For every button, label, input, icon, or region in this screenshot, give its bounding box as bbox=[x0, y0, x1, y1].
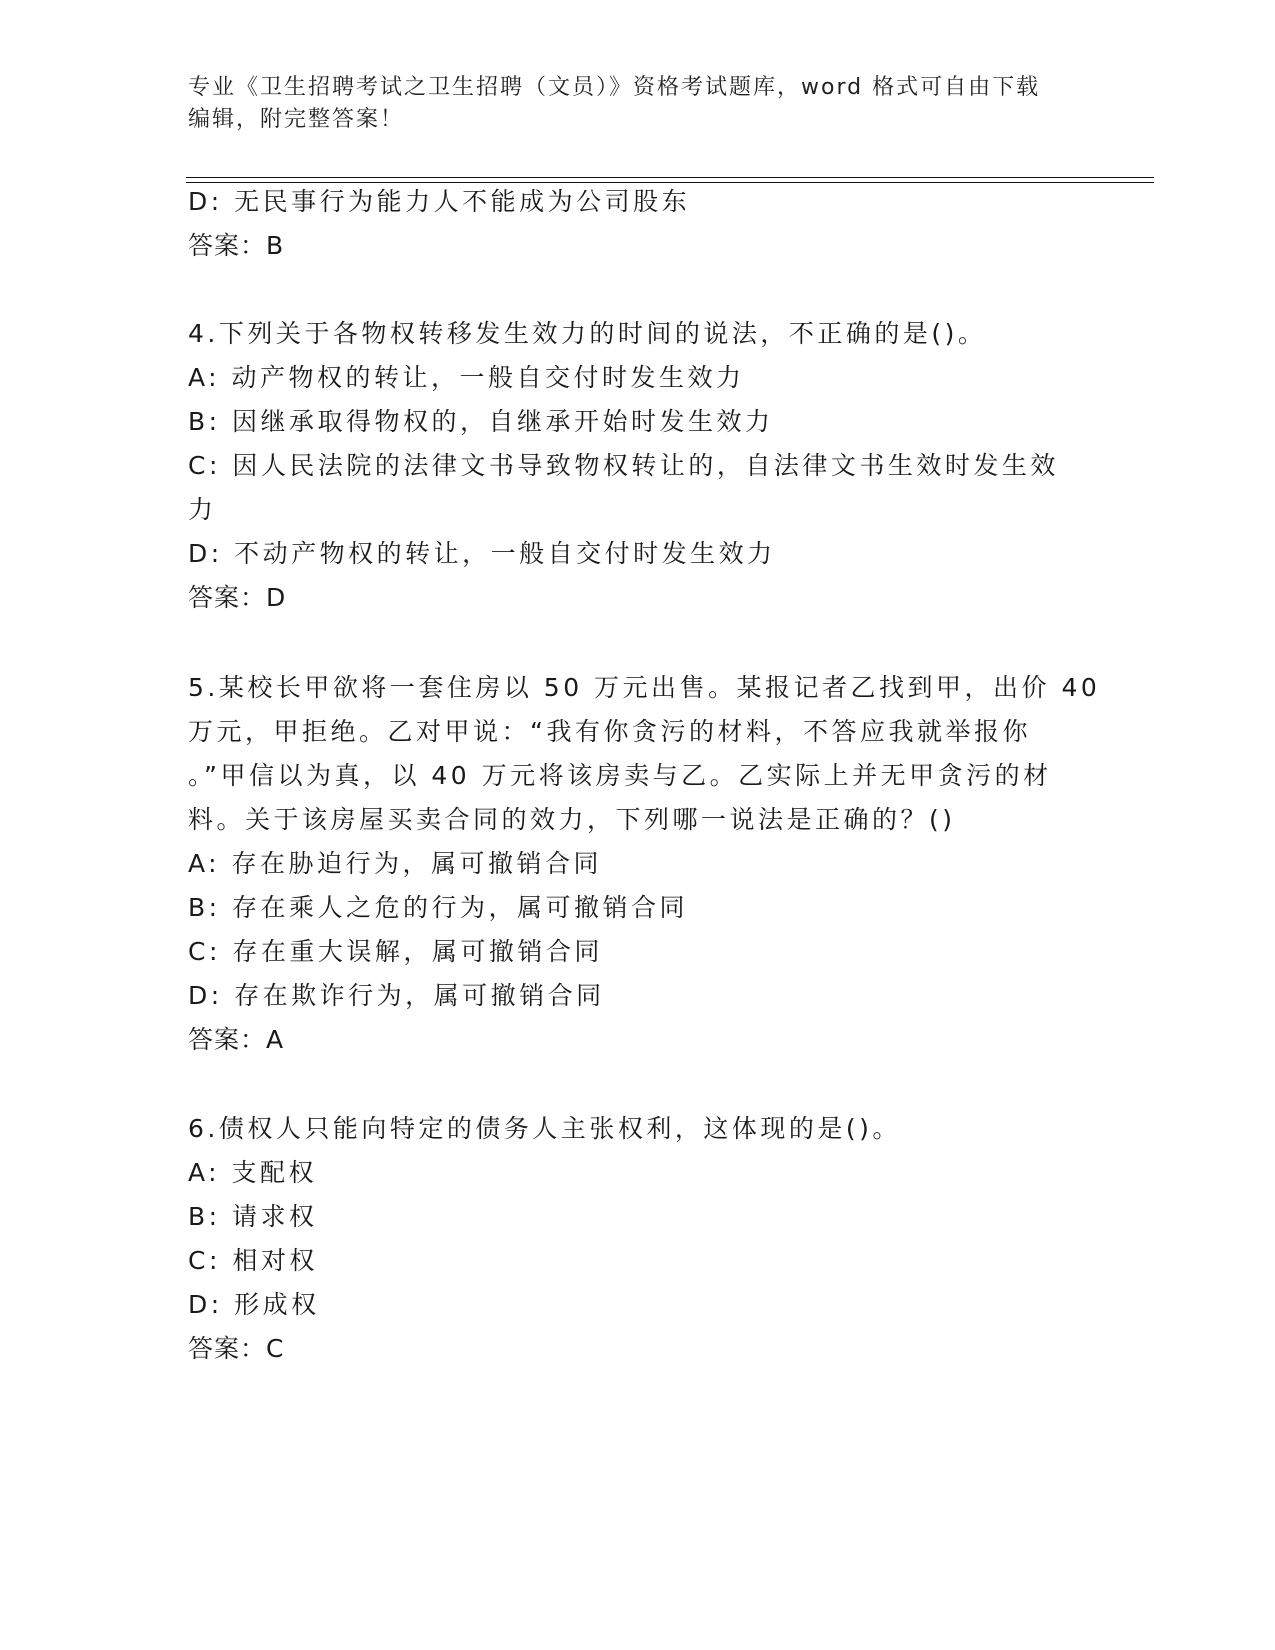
q6-answer: 答案：C bbox=[188, 1334, 285, 1363]
q5-stem-line-1: 5.某校长甲欲将一套住房以 50 万元出售。某报记者乙找到甲，出价 40 bbox=[188, 673, 1101, 702]
q5-option-b: B: 存在乘人之危的行为，属可撤销合同 bbox=[188, 893, 689, 922]
q6-option-c: C: 相对权 bbox=[188, 1246, 318, 1275]
q4-option-c-continued: 力 bbox=[188, 495, 217, 524]
q4-stem: 4.下列关于各物权转移发生效力的时间的说法，不正确的是()。 bbox=[188, 319, 987, 348]
document-header bbox=[188, 72, 1088, 136]
q5-stem-line-2: 万元，甲拒绝。乙对甲说：“我有你贪污的材料，不答应我就举报你 bbox=[188, 717, 1031, 746]
q5-stem-line-4: 料。关于该房屋买卖合同的效力，下列哪一说法是正确的？() bbox=[188, 805, 956, 834]
q3-option-d: D: 无民事行为能力人不能成为公司股东 bbox=[188, 187, 691, 216]
header-line-1: 专业《卫生招聘考试之卫生招聘（文员）》资格考试题库，word 格式可自由下载 bbox=[188, 75, 1041, 100]
q5-stem-line-3: 。”甲信以为真，以 40 万元将该房卖与乙。乙实际上并无甲贪污的材 bbox=[188, 761, 1052, 790]
q5-answer: 答案：A bbox=[188, 1025, 285, 1054]
q5-option-a: A: 存在胁迫行为，属可撤销合同 bbox=[188, 849, 603, 878]
q3-answer: 答案：B bbox=[188, 231, 285, 260]
q6-stem: 6.债权人只能向特定的债务人主张权利，这体现的是()。 bbox=[188, 1114, 901, 1143]
q4-answer: 答案：D bbox=[188, 583, 287, 612]
q6-option-a: A: 支配权 bbox=[188, 1158, 318, 1187]
q4-option-d: D: 不动产物权的转让，一般自交付时发生效力 bbox=[188, 539, 776, 568]
q4-option-c: C: 因人民法院的法律文书导致物权转让的，自法律文书生效时发生效 bbox=[188, 451, 1059, 480]
header-divider bbox=[186, 177, 1154, 178]
q4-option-a: A: 动产物权的转让，一般自交付时发生效力 bbox=[188, 363, 745, 392]
q4-option-b: B: 因继承取得物权的，自继承开始时发生效力 bbox=[188, 407, 774, 436]
q5-option-d: D: 存在欺诈行为，属可撤销合同 bbox=[188, 981, 605, 1010]
header-line-2: 编辑，附完整答案！ bbox=[188, 107, 405, 132]
q6-option-b: B: 请求权 bbox=[188, 1202, 318, 1231]
q5-option-c: C: 存在重大误解，属可撤销合同 bbox=[188, 937, 603, 966]
q6-option-d: D: 形成权 bbox=[188, 1290, 320, 1319]
